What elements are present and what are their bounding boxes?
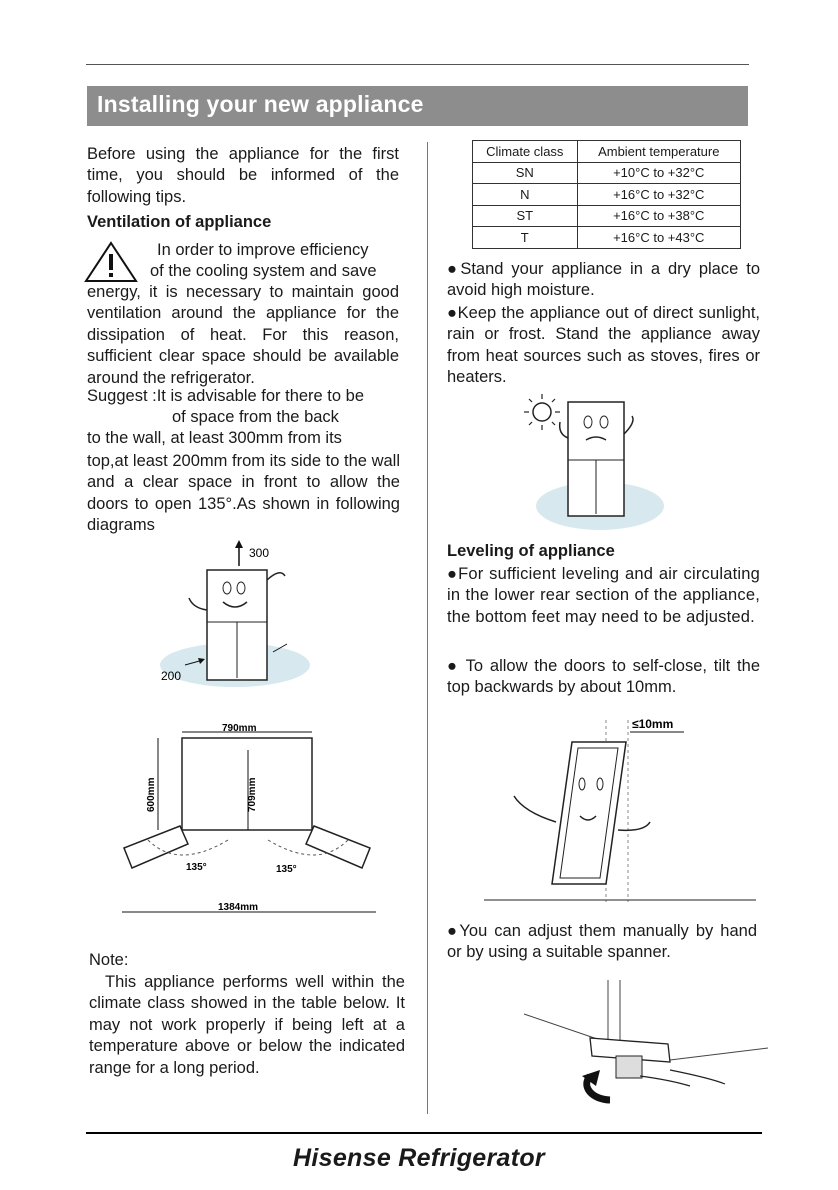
sun-icon xyxy=(533,403,551,421)
brand-footer: Hisense Refrigerator xyxy=(293,1144,545,1172)
tilt-label: ≤10mm xyxy=(632,717,674,731)
table-header-cell: Ambient temperature xyxy=(577,141,740,163)
tilted-fridge xyxy=(552,742,626,884)
table-cell: N xyxy=(473,184,578,206)
ventilation-body: energy, it is necessary to maintain good ventilation around the appliance for the dissipation of heat. For this reason, sufficient clear space should be available around the refrigerator. xyxy=(87,283,399,387)
sunlight-diagram xyxy=(520,388,680,536)
ventilation-heading: Ventilation of appliance xyxy=(87,213,272,231)
suggest-body: top,at least 200mm from its side to the wall and a clear space in front to allow the doors to open 135°.As shown in following diagrams xyxy=(87,452,400,535)
table-cell: +10°C to +32°C xyxy=(577,162,740,184)
tilt-diagram xyxy=(484,712,764,904)
total-width-label: 1384mm xyxy=(218,902,259,913)
ventilation-line-1: In order to improve efficiency xyxy=(157,241,369,259)
page-title: Installing your new appliance xyxy=(97,91,424,117)
adjust-tip: ●You can adjust them manually by hand or by using a suitable spanner. xyxy=(447,922,757,962)
table-header-cell: Climate class xyxy=(473,141,578,163)
table-row xyxy=(473,205,741,227)
table-cell: +16°C to +43°C xyxy=(577,227,740,249)
width-label: 790mm xyxy=(222,723,257,734)
door-opening-diagram xyxy=(118,720,380,920)
leveling-tip-1: ●For sufficient leveling and air circulating in the lower rear section of the appliance, the bottom feet may need to be adjusted. xyxy=(447,565,760,626)
clearance-diagram xyxy=(155,540,315,700)
suggest-line-1: Suggest :It is advisable for there to be xyxy=(87,387,364,405)
leveling-heading: Leveling of appliance xyxy=(447,542,615,560)
intro-paragraph: Before using the appliance for the first time, you should be informed of the following tips. xyxy=(87,145,399,206)
climate-table xyxy=(472,140,741,249)
clearance-top-label: 300 xyxy=(249,546,270,560)
table-row xyxy=(473,184,741,206)
angle-right-label: 135° xyxy=(276,864,297,875)
warning-icon xyxy=(83,240,139,284)
table-header-row xyxy=(473,141,741,163)
foot-adjust-diagram xyxy=(520,980,770,1110)
table-cell: +16°C to +38°C xyxy=(577,205,740,227)
note-heading: Note: xyxy=(89,951,129,969)
table-row xyxy=(473,162,741,184)
table-cell: SN xyxy=(473,162,578,184)
left-door xyxy=(124,826,188,868)
section-banner xyxy=(87,86,748,126)
ventilation-line-2: of the cooling system and save xyxy=(150,262,377,280)
table-row xyxy=(473,227,741,249)
leveling-tip-2: ● To allow the doors to self-close, tilt the top backwards by about 10mm. xyxy=(447,657,760,697)
clearance-side-label: 200 xyxy=(161,669,182,683)
top-rule xyxy=(86,64,749,65)
height-label: 709mm xyxy=(247,777,258,812)
column-divider xyxy=(427,142,428,1114)
table-cell: T xyxy=(473,227,578,249)
depth-label: 600mm xyxy=(146,777,157,812)
tip-sunlight: ●Keep the appliance out of direct sunlight, rain or frost. Stand the appliance away from heat sources such as stoves, fires or heaters. xyxy=(447,304,760,387)
angle-left-label: 135° xyxy=(186,862,207,873)
table-cell: ST xyxy=(473,205,578,227)
table-cell: +16°C to +32°C xyxy=(577,184,740,206)
suggest-line-3: to the wall, at least 300mm from its xyxy=(87,429,342,447)
tip-dry-place: ●Stand your appliance in a dry place to avoid high moisture. xyxy=(447,260,760,300)
right-door xyxy=(306,826,370,868)
note-body: This appliance performs well within the climate class showed in the table below. It may not work properly if being left at a temperature above or below the indicated range for a long period. xyxy=(89,973,405,1077)
suggest-line-2: of space from the back xyxy=(172,408,339,426)
bottom-rule xyxy=(86,1132,762,1134)
